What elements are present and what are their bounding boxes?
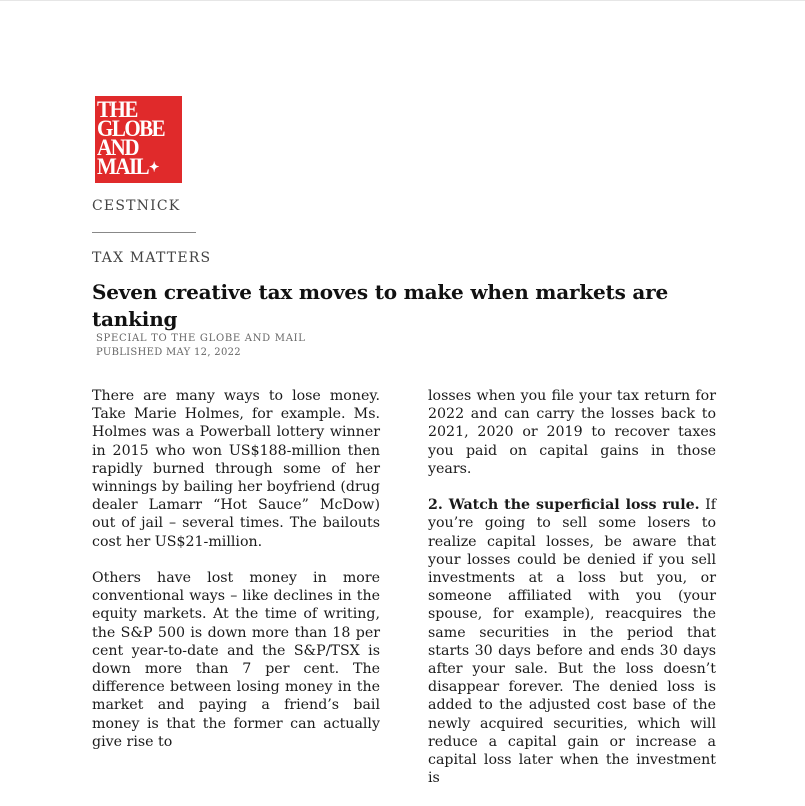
logo-line-2: GLOBE — [97, 114, 165, 142]
logo-line-4 — [97, 152, 182, 180]
article-column-left — [92, 387, 380, 769]
logo-line-4-text: MAIL — [97, 152, 149, 180]
paragraph: There are many ways to lose money. Take Marie Holmes, for example. Ms. Holmes was a Powerball lottery winner in 2015 who won US$188-million then rapidly burned through some of her winnings by bailing her boyfriend (drug dealer Lamarr “Hot Sauce” McDow) out of jail – several times. The bailouts cost her US$21-million. — [92, 388, 380, 550]
maple-leaf-icon: ✦ — [149, 159, 158, 176]
point-2-body: If you’re going to sell some losers to realize capital losses, be aware that your losses could be denied if you sell investments at a loss but you, or someone affiliated with you (your spouse, for example), reacquires the same securities in the period that starts 30 days before and ends 30 days after your sale. But the loss doesn’t disappear forever. The denied loss is added to the adjusted cost base of the newly acquired securities, which will reduce a capital gain or increase a capital loss later when the investment is — [428, 497, 716, 787]
published-date: PUBLISHED MAY 12, 2022 — [96, 347, 241, 358]
column-name: CESTNICK — [92, 198, 181, 214]
paragraph-continuation: losses when you file your tax return for 2022 and can carry the losses back to 2021, 2020 or 2019 to recover taxes you paid on capital gains in those years. — [428, 388, 716, 477]
logo-line-3: AND — [97, 133, 138, 161]
logo-line-1: THE — [97, 95, 137, 123]
column-divider — [92, 232, 196, 233]
byline: SPECIAL TO THE GLOBE AND MAIL — [96, 333, 306, 344]
top-divider — [0, 0, 805, 1]
article-column-right — [428, 387, 716, 806]
article-headline: Seven creative tax moves to make when markets are tanking — [92, 280, 669, 331]
globe-and-mail-logo — [95, 96, 182, 183]
point-2-heading: 2. Watch the superficial loss rule. — [428, 497, 700, 514]
paragraph: Others have lost money in more conventional ways – like declines in the equity markets. At the time of writing, the S&P 500 is down more than 18 per cent year-to-date and the S&P/TSX is down more than 7 per cent. The difference between losing money in the market and paying a friend’s bail money is that the former can actually give rise to — [92, 570, 380, 750]
paragraph-point-2 — [428, 496, 716, 787]
section-label: TAX MATTERS — [92, 250, 212, 266]
